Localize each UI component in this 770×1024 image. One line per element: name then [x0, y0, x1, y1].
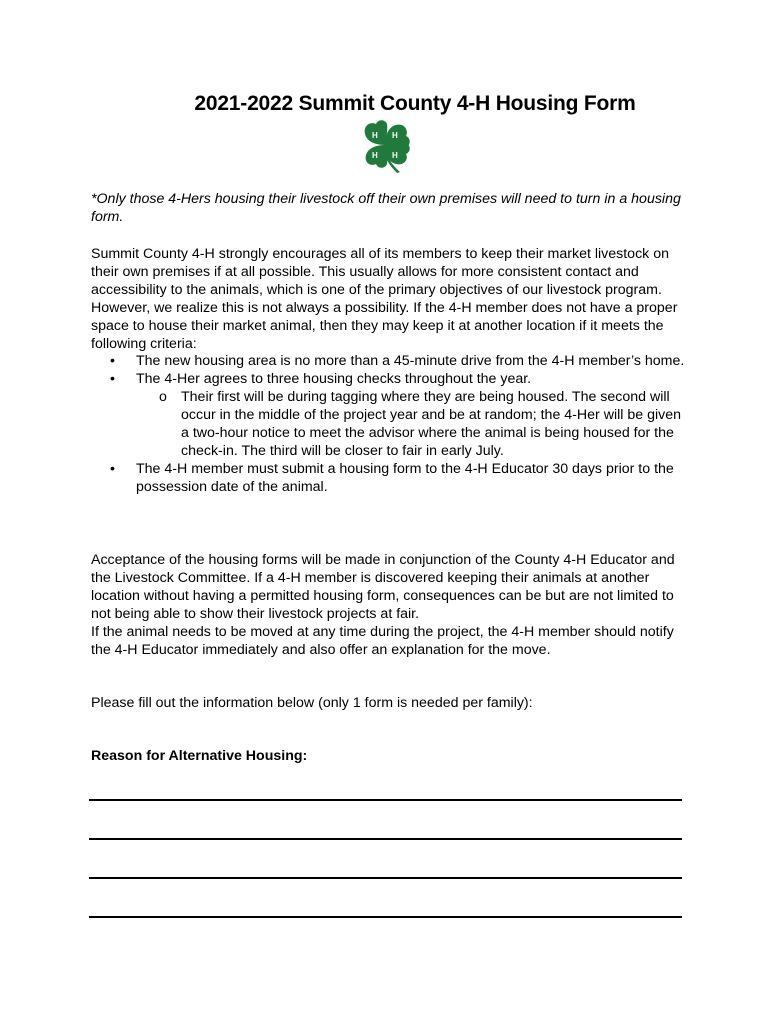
acceptance-paragraph: [91, 551, 691, 659]
reason-answer-line-2[interactable]: [89, 838, 682, 840]
sub-criteria-list: [136, 388, 691, 460]
criteria-item: • The new housing area is no more than a 45-minute drive from the 4-H member’s home.: [91, 352, 691, 370]
acceptance-text: Acceptance of the housing forms will be made in conjunction of the County 4-H Educator and the Livestock Committee. If a 4-H member is discovered keeping their animals at another location without having a permitted housing form, consequences can be but are not limited to not being able to show their livestock projects at fair.: [91, 552, 675, 622]
eligibility-note: *Only those 4-Hers housing their livestock off their own premises will need to turn in a housing form.: [91, 191, 681, 225]
sub-criteria-item: o Their first will be during tagging where they are being housed. The second will occur in the middle of the project year and be at random; the 4-Her will be given a two-hour notice to meet the advisor where the animal is being housed for the check-in. The third will be closer to fair in early July.: [91, 388, 691, 460]
reason-answer-line-1[interactable]: [89, 799, 682, 801]
reason-answer-line-4[interactable]: [89, 916, 682, 918]
clover-leaf-letter: H: [392, 131, 398, 140]
move-notice-text: If the animal needs to be moved at any time during the project, the 4-H member should notify the 4-H Educator immediately and also offer an explanation for the move.: [91, 624, 674, 658]
clover-leaf-letter: H: [392, 151, 398, 160]
fill-instruction: Please fill out the information below (only 1 form is needed per family):: [91, 695, 533, 711]
4h-clover-logo: [358, 118, 412, 174]
clover-leaf-letter: H: [372, 131, 378, 140]
criteria-item: • The 4-Her agrees to three housing checks throughout the year. o Their first will be during tagging where they are being housed. The second will occur in the middle of the project year and be at random; the 4-Her will be given a two-hour notice to meet the advisor where the animal is being housed for the check-in. The third will be closer to fair in early July.: [91, 370, 691, 460]
form-title: 2021-2022 Summit County 4-H Housing Form: [194, 92, 636, 115]
reason-answer-line-3[interactable]: [89, 877, 682, 879]
clover-leaf-letter: H: [372, 151, 378, 160]
criteria-item: • The 4-H member must submit a housing form to the 4-H Educator 30 days prior to the possession date of the animal.: [91, 460, 691, 496]
intro-paragraph: Summit County 4-H strongly encourages all of its members to keep their market livestock on their own premises if at all possible. This usually allows for more consistent contact and accessibility to the animals, which is one of the primary objectives of our livestock program. However, we realize this is not always a possibility. If the 4-H member does not have a proper space to house their market animal, then they may keep it at another location if it meets the following criteria:: [91, 246, 678, 352]
reason-label: Reason for Alternative Housing:: [91, 748, 308, 764]
criteria-list: [91, 352, 691, 496]
